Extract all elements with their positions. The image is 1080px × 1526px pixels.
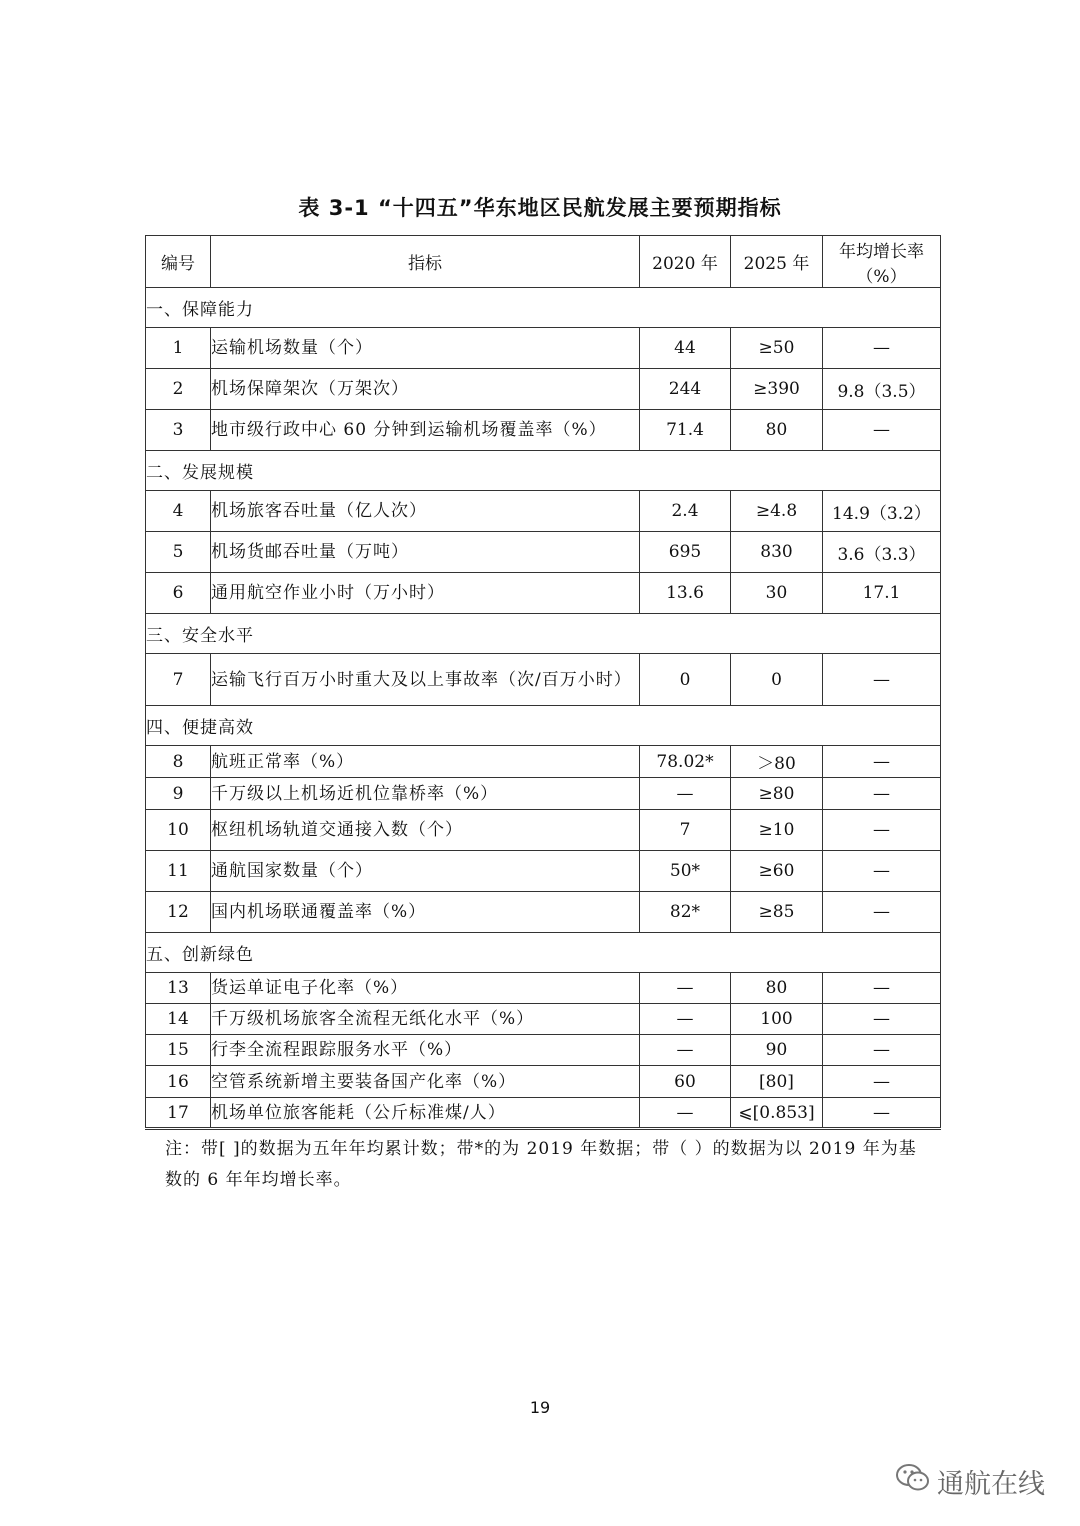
row-growth: — [823, 973, 941, 1004]
table-row [146, 1098, 941, 1129]
table-row [146, 810, 941, 851]
row-2020: — [640, 973, 731, 1004]
row-growth: 9.8（3.5） [823, 369, 941, 410]
row-2020: 82* [640, 892, 731, 933]
row-no: 4 [146, 491, 211, 532]
row-2020: 60 [640, 1066, 731, 1098]
row-no: 17 [146, 1098, 211, 1129]
section-title: 二、发展规模 [146, 451, 941, 491]
row-growth: — [823, 1066, 941, 1098]
header-growth-line1: 年均增长率 [839, 241, 924, 262]
row-2025: ≥80 [731, 778, 823, 810]
row-indicator: 千万级机场旅客全流程无纸化水平（%） [211, 1004, 640, 1035]
row-2020: 71.4 [640, 410, 731, 451]
section-row [146, 451, 941, 491]
row-2025: ＞80 [731, 746, 823, 778]
row-no: 3 [146, 410, 211, 451]
row-indicator: 运输飞行百万小时重大及以上事故率（次/百万小时） [211, 654, 640, 706]
row-growth: — [823, 892, 941, 933]
table-row [146, 654, 941, 706]
table-row [146, 573, 941, 614]
table-row [146, 973, 941, 1004]
row-2025: ≥50 [731, 328, 823, 369]
table-note: 注：带[ ]的数据为五年年均累计数；带*的为 2019 年数据；带（ ）的数据为以 2019 年为基数的 6 年年均增长率。 [165, 1139, 917, 1190]
table-row [146, 328, 941, 369]
row-indicator: 机场旅客吞吐量（亿人次） [211, 491, 640, 532]
header-growth [823, 236, 941, 288]
section-title: 三、安全水平 [146, 614, 941, 654]
table-row [146, 1004, 941, 1035]
row-indicator: 机场单位旅客能耗（公斤标准煤/人） [211, 1098, 640, 1129]
row-2020: 2.4 [640, 491, 731, 532]
row-2020: 78.02* [640, 746, 731, 778]
row-no: 16 [146, 1066, 211, 1098]
row-no: 7 [146, 654, 211, 706]
indicators-table [145, 235, 941, 1130]
header-indicator: 指标 [211, 236, 640, 288]
row-2025: ≥85 [731, 892, 823, 933]
row-indicator: 机场保障架次（万架次） [211, 369, 640, 410]
row-2025: 80 [731, 973, 823, 1004]
row-no: 6 [146, 573, 211, 614]
table-row [146, 369, 941, 410]
section-title: 一、保障能力 [146, 288, 941, 328]
header-growth-line2: （%） [856, 266, 907, 287]
section-row [146, 706, 941, 746]
row-2020: — [640, 778, 731, 810]
row-indicator: 枢纽机场轨道交通接入数（个） [211, 810, 640, 851]
row-2025: ≥390 [731, 369, 823, 410]
table-row [146, 410, 941, 451]
table-row [146, 746, 941, 778]
row-growth: — [823, 328, 941, 369]
watermark-text: 通航在线 [937, 1469, 1045, 1500]
row-no: 13 [146, 973, 211, 1004]
row-2025: 30 [731, 573, 823, 614]
row-2025: 0 [731, 654, 823, 706]
row-indicator: 行李全流程跟踪服务水平（%） [211, 1035, 640, 1066]
wechat-icon [895, 1462, 931, 1501]
section-title: 四、便捷高效 [146, 706, 941, 746]
row-growth: — [823, 851, 941, 892]
table-row [146, 491, 941, 532]
table-header-row [146, 236, 941, 288]
table-row [146, 851, 941, 892]
section-row [146, 614, 941, 654]
row-2025: ≥4.8 [731, 491, 823, 532]
row-2020: 0 [640, 654, 731, 706]
row-no: 15 [146, 1035, 211, 1066]
section-row [146, 288, 941, 328]
table-row [146, 892, 941, 933]
row-growth: — [823, 746, 941, 778]
row-2025: 100 [731, 1004, 823, 1035]
row-indicator: 国内机场联通覆盖率（%） [211, 892, 640, 933]
section-title: 五、创新绿色 [146, 933, 941, 973]
row-2025: [80] [731, 1066, 823, 1098]
row-no: 5 [146, 532, 211, 573]
row-growth: — [823, 1035, 941, 1066]
row-no: 12 [146, 892, 211, 933]
header-2020: 2020 年 [640, 236, 731, 288]
row-indicator: 通航国家数量（个） [211, 851, 640, 892]
table-row [146, 778, 941, 810]
row-no: 10 [146, 810, 211, 851]
row-2020: 50* [640, 851, 731, 892]
row-growth: 14.9（3.2） [823, 491, 941, 532]
table-row [146, 1035, 941, 1066]
page-number: 19 [529, 1398, 551, 1417]
row-2025: ⩽[0.853] [731, 1098, 823, 1129]
table-row [146, 1066, 941, 1098]
table-row [146, 532, 941, 573]
row-2020: 7 [640, 810, 731, 851]
row-no: 2 [146, 369, 211, 410]
row-2020: — [640, 1098, 731, 1129]
row-2025: 90 [731, 1035, 823, 1066]
row-growth: — [823, 778, 941, 810]
row-indicator: 地市级行政中心 60 分钟到运输机场覆盖率（%） [211, 410, 640, 451]
row-no: 9 [146, 778, 211, 810]
row-2020: — [640, 1035, 731, 1066]
row-2020: 244 [640, 369, 731, 410]
row-growth: — [823, 1004, 941, 1035]
row-2025: ≥60 [731, 851, 823, 892]
watermark [895, 1462, 1045, 1501]
row-growth: 17.1 [823, 573, 941, 614]
row-growth: — [823, 810, 941, 851]
header-no: 编号 [146, 236, 211, 288]
row-growth: — [823, 654, 941, 706]
row-indicator: 千万级以上机场近机位靠桥率（%） [211, 778, 640, 810]
row-growth: — [823, 1098, 941, 1129]
row-indicator: 空管系统新增主要装备国产化率（%） [211, 1066, 640, 1098]
section-row [146, 933, 941, 973]
row-2025: ≥10 [731, 810, 823, 851]
row-indicator: 机场货邮吞吐量（万吨） [211, 532, 640, 573]
row-no: 1 [146, 328, 211, 369]
row-no: 8 [146, 746, 211, 778]
row-2020: 695 [640, 532, 731, 573]
row-indicator: 通用航空作业小时（万小时） [211, 573, 640, 614]
header-2025: 2025 年 [731, 236, 823, 288]
row-2025: 80 [731, 410, 823, 451]
row-2025: 830 [731, 532, 823, 573]
row-indicator: 货运单证电子化率（%） [211, 973, 640, 1004]
row-2020: — [640, 1004, 731, 1035]
row-growth: — [823, 410, 941, 451]
row-2020: 44 [640, 328, 731, 369]
row-2020: 13.6 [640, 573, 731, 614]
row-indicator: 运输机场数量（个） [211, 328, 640, 369]
table-title: 表 3-1 “十四五”华东地区民航发展主要预期指标 [298, 196, 782, 220]
row-growth: 3.6（3.3） [823, 532, 941, 573]
row-no: 11 [146, 851, 211, 892]
row-indicator: 航班正常率（%） [211, 746, 640, 778]
row-no: 14 [146, 1004, 211, 1035]
